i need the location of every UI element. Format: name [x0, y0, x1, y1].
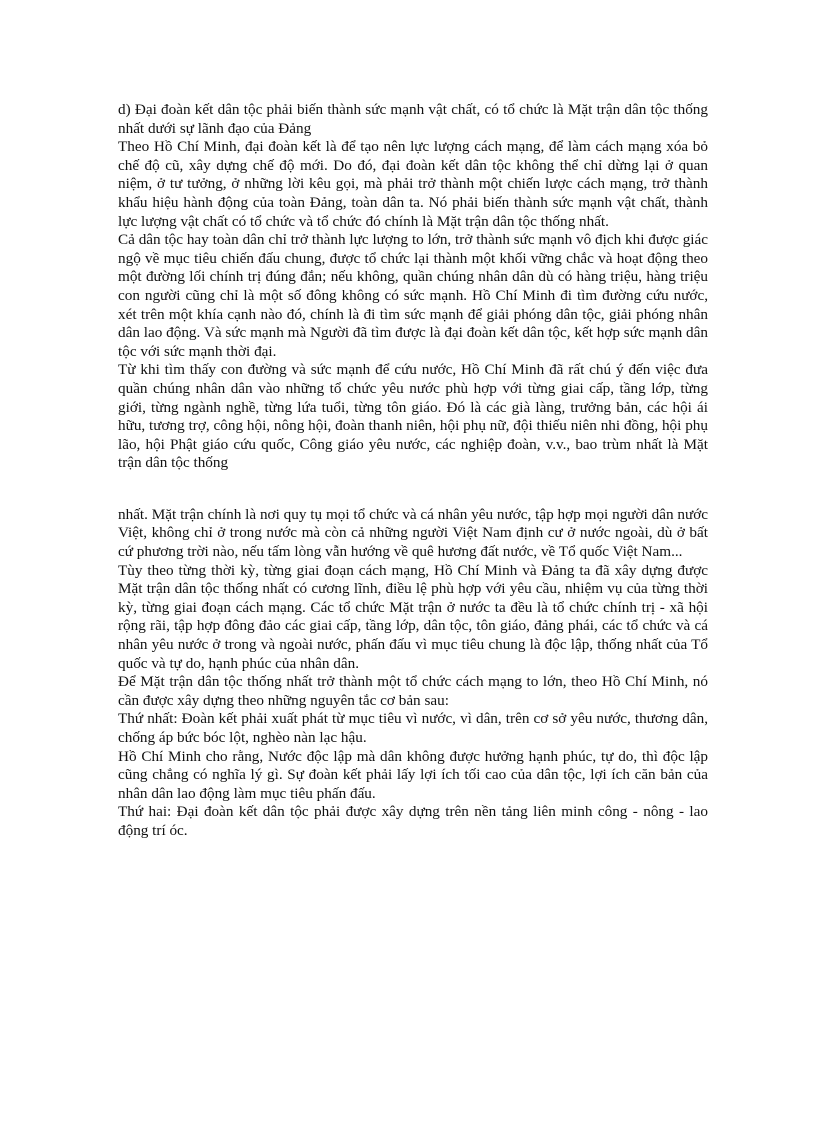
page-gap [118, 473, 708, 506]
document-body [118, 101, 708, 841]
paragraph: Thứ nhất: Đoàn kết phải xuất phát từ mục tiêu vì nước, vì dân, trên cơ sở yêu nước, thương dân, chống áp bức bóc lột, nghèo nàn lạc hậu. [118, 710, 708, 746]
paragraph: nhất. Mặt trận chính là nơi quy tụ mọi tổ chức và cá nhân yêu nước, tập hợp mọi người dân nước Việt, không chỉ ở trong nước mà còn cả những người Việt Nam định cư ở nước ngoài, dù ở bất cứ phương trời nào, nếu tấm lòng vẫn hướng về quê hương đất nước, về Tổ quốc Việt Nam... [118, 505, 708, 561]
paragraph: Hồ Chí Minh cho rằng, Nước độc lập mà dân không được hưởng hạnh phúc, tự do, thì độc lập cũng chẳng có nghĩa lý gì. Sự đoàn kết phải lấy lợi ích tối cao của dân tộc, lợi ích căn bản của nhân dân lao động làm mục tiêu phấn đấu. [118, 747, 708, 802]
section-heading: d) Đại đoàn kết dân tộc phải biến thành sức mạnh vật chất, có tổ chức là Mặt trận dân tộc thống nhất dưới sự lãnh đạo của Đảng [118, 101, 708, 137]
paragraph: Tùy theo từng thời kỳ, từng giai đoạn cách mạng, Hồ Chí Minh và Đảng ta đã xây dựng được Mặt trận dân tộc thống nhất có cương lĩnh, điều lệ phù hợp với yêu cầu, nhiệm vụ của từng thời kỳ, từng giai đoạn cách mạng. Các tổ chức Mặt trận ở nước ta đều là tổ chức chính trị - xã hội rộng rãi, tập hợp đông đảo các giai cấp, tầng lớp, dân tộc, tôn giáo, đảng phái, các tổ chức và cá nhân yêu nước ở trong và ngoài nước, phấn đấu vì mục tiêu chung là độc lập, thống nhất của Tổ quốc và tự do, hạnh phúc của nhân dân. [118, 561, 708, 672]
paragraph: Theo Hồ Chí Minh, đại đoàn kết là để tạo nên lực lượng cách mạng, để làm cách mạng xóa bỏ chế độ cũ, xây dựng chế độ mới. Do đó, đại đoàn kết dân tộc không thể chỉ dừng lại ở quan niệm, ở tư tưởng, ở những lời kêu gọi, mà phải trở thành một chiến lược cách mạng, trở thành khẩu hiệu hành động của toàn Đảng, toàn dân ta. Nó phải biến thành sức mạnh vật chất, thành lực lượng vật chất có tổ chức và tổ chức đó chính là Mặt trận dân tộc thống nhất. [118, 138, 708, 230]
paragraph: Để Mặt trận dân tộc thống nhất trở thành một tổ chức cách mạng to lớn, theo Hồ Chí Minh, nó cần được xây dựng theo những nguyên tắc cơ bản sau: [118, 673, 708, 709]
paragraph: Từ khi tìm thấy con đường và sức mạnh để cứu nước, Hồ Chí Minh đã rất chú ý đến việc đưa quần chúng nhân dân vào những tổ chức yêu nước phù hợp với từng giai cấp, tầng lớp, từng giới, từng ngành nghề, từng lứa tuổi, từng tôn giáo. Đó là các già làng, trưởng bản, các hội ái hữu, tương trợ, công hội, nông hội, đoàn thanh niên, hội phụ nữ, đội thiếu niên nhi đồng, hội phụ lão, hội Phật giáo cứu quốc, Công giáo yêu nước, các nghiệp đoàn, v.v., bao trùm nhất là Mặt trận dân tộc thống [118, 361, 708, 472]
paragraph: Thứ hai: Đại đoàn kết dân tộc phải được xây dựng trên nền tảng liên minh công - nông - lao động trí óc. [118, 803, 708, 839]
paragraph: Cả dân tộc hay toàn dân chỉ trở thành lực lượng to lớn, trở thành sức mạnh vô địch khi được giác ngộ về mục tiêu chiến đấu chung, được tổ chức lại thành một khối vững chắc và hoạt động theo một đường lối chính trị đúng đắn; nếu không, quần chúng nhân dân dù có hàng triệu, hàng triệu con người cũng chỉ là một số đông không có sức mạnh. Hồ Chí Minh đi tìm đường cứu nước, xét trên một khía cạnh nào đó, chính là đi tìm sức mạnh để giải phóng dân tộc, giải phóng nhân dân lao động. Và sức mạnh mà Người đã tìm được là đại đoàn kết dân tộc, kết hợp sức mạnh dân tộc với sức mạnh thời đại. [118, 231, 708, 360]
